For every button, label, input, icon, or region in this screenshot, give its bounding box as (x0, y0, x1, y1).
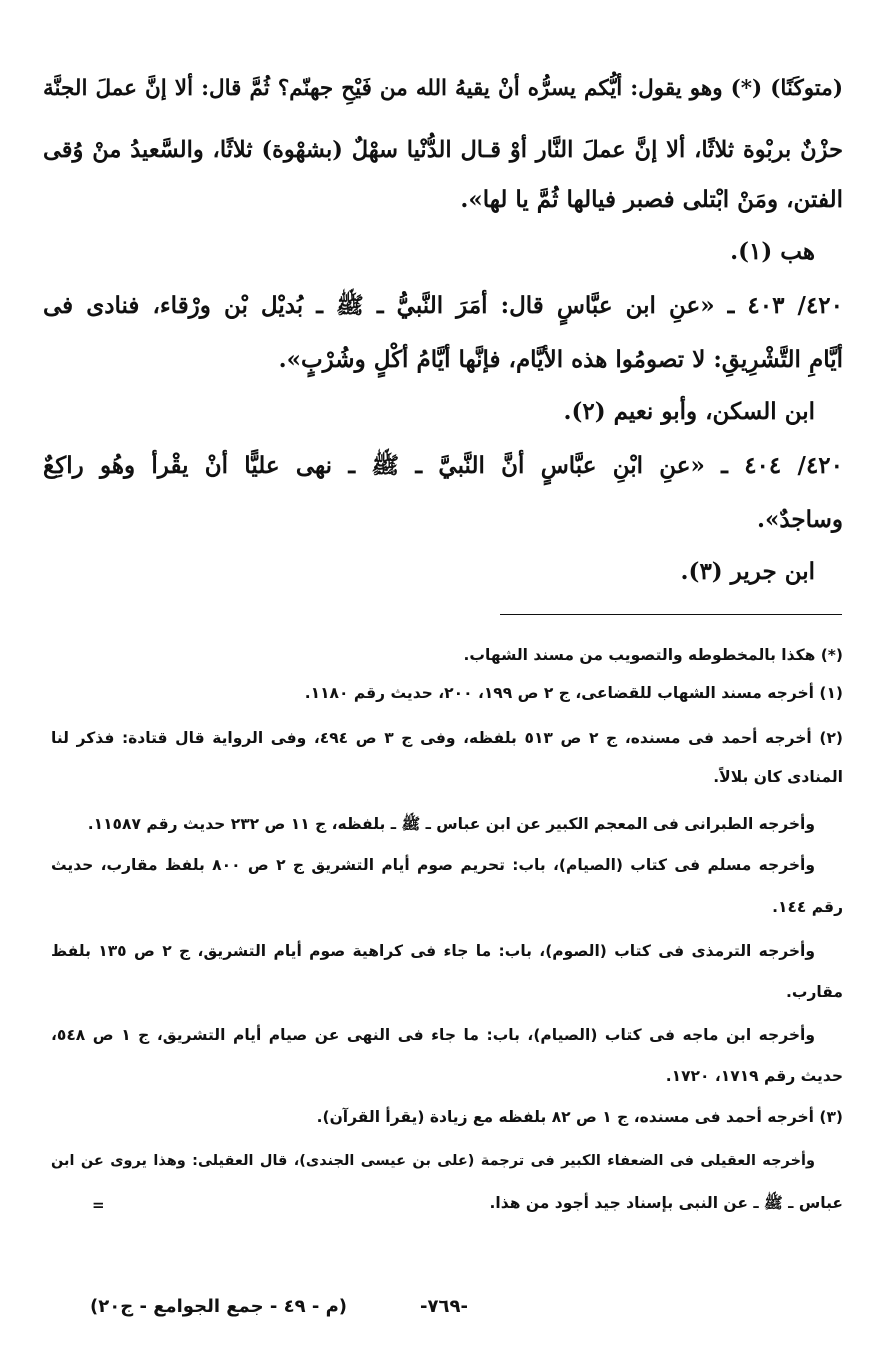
volume-signature: (م - ٤٩ - جمع الجوامع - ج٢٠) (90, 1296, 348, 1317)
footnote-line: (٢) أخرجه أحمد فى مسنده، ج ٢ ص ٥١٣ بلفظه، وفى ج ٣ ص ٤٩٤، وفى الرواية قال قتادة: فذكر لنا (51, 729, 843, 747)
hadith-text-line: حزْنٌ بربْوة ثلاثًا، ألا إنَّ عملَ النَّار أوْ قـال الدُّنْيا سهْلٌ (بشهْوة) ثلاثًا، والسَّعيدُ منْ وُقى (43, 137, 843, 163)
footnote-line: وأخرجه مسلم فى كتاب (الصيام)، باب: تحريم صوم أيام التشريق ج ٢ ص ٨٠٠ بلفظ مقارب، حديث (51, 856, 815, 874)
hadith-text-line: (متوكَنًا) (*) وهو يقول: أيُّكم يسرُّه أنْ يقيهُ الله من فَيْحِ جهنّم؟ ثُمَّ قال: ألا إنَّ عملَ الجنَّة (43, 76, 843, 101)
footnote-line: حديث رقم ١٧١٩، ١٧٢٠. (665, 1067, 843, 1085)
footnote-line: المنادى كان بلالاً. (713, 768, 843, 786)
continuation-mark: = (92, 1196, 105, 1214)
hadith-text-line: ٤٢٠/ ٤٠٣ ـ «عنِ ابن عبَّاسٍ قال: أمَرَ النَّبيُّ ـ ﷺ ـ بُديْل بْن ورْقاء، فنادى فى (43, 292, 843, 319)
footnote-line: وأخرجه الطبرانى فى المعجم الكبير عن ابن عباس ـ ﷺ ـ بلفظه، ج ١١ ص ٢٣٢ حديث رقم ١١٥٨٧. (87, 815, 815, 833)
footnote-separator (500, 614, 842, 615)
footnote-line: (*) هكذا بالمخطوطه والتصويب من مسند الشهاب. (463, 646, 843, 664)
source-citation: هب (١). (730, 238, 815, 265)
hadith-text-line: وساجدٌ». (756, 506, 843, 533)
footnote-line: مقارب. (786, 983, 843, 1001)
footnote-line: عباس ـ ﷺ ـ عن النبى بإسناد جيد أجود من هذا. (489, 1194, 843, 1212)
hadith-text-line: أيَّامِ التَّشْرِيقِ: لا تصومُوا هذه الأيَّام، فإنَّها أيَّامُ أكْلٍ وشُرْبٍ». (278, 346, 843, 373)
footnote-line: رقم ١٤٤. (772, 898, 843, 916)
hadith-text-line: ٤٢٠/ ٤٠٤ ـ «عنِ ابْنِ عبَّاسٍ أنَّ النَّبيَّ ـ ﷺ ـ نهى عليًّا أنْ يقْرأ وهُو راكِعٌ (43, 452, 843, 479)
hadith-text-line: الفتن، ومَنْ ابْتلى فصبر فيالها ثُمَّ يا لها». (460, 186, 843, 213)
footnote-line: وأخرجه العقيلى فى الضعفاء الكبير فى ترجمة (على بن عيسى الجندى)، قال العقيلى: وهذا يروى عن ابن (51, 1153, 815, 1169)
page-number: -٧٦٩- (420, 1296, 468, 1317)
footnote-line: وأخرجه ابن ماجه فى كتاب (الصيام)، باب: ما جاء فى النهى عن صيام أيام التشريق، ج ١ ص ٥٤٨، (51, 1026, 815, 1044)
footnote-line: (١) أخرجه مسند الشهاب للقضاعى، ج ٢ ص ١٩٩، ٢٠٠، حديث رقم ١١٨٠. (304, 684, 843, 702)
source-citation: ابن جرير (٣). (680, 558, 815, 585)
footnote-line: وأخرجه الترمذى فى كتاب (الصوم)، باب: ما جاء فى كراهية صوم أيام التشريق، ج ٢ ص ١٣٥ بلفظ (51, 942, 816, 960)
source-citation: ابن السكن، وأبو نعيم (٢). (563, 398, 815, 425)
footnote-line: (٣) أخرجه أحمد فى مسنده، ج ١ ص ٨٢ بلفظه مع زيادة (يقرأ القرآن). (316, 1108, 843, 1126)
